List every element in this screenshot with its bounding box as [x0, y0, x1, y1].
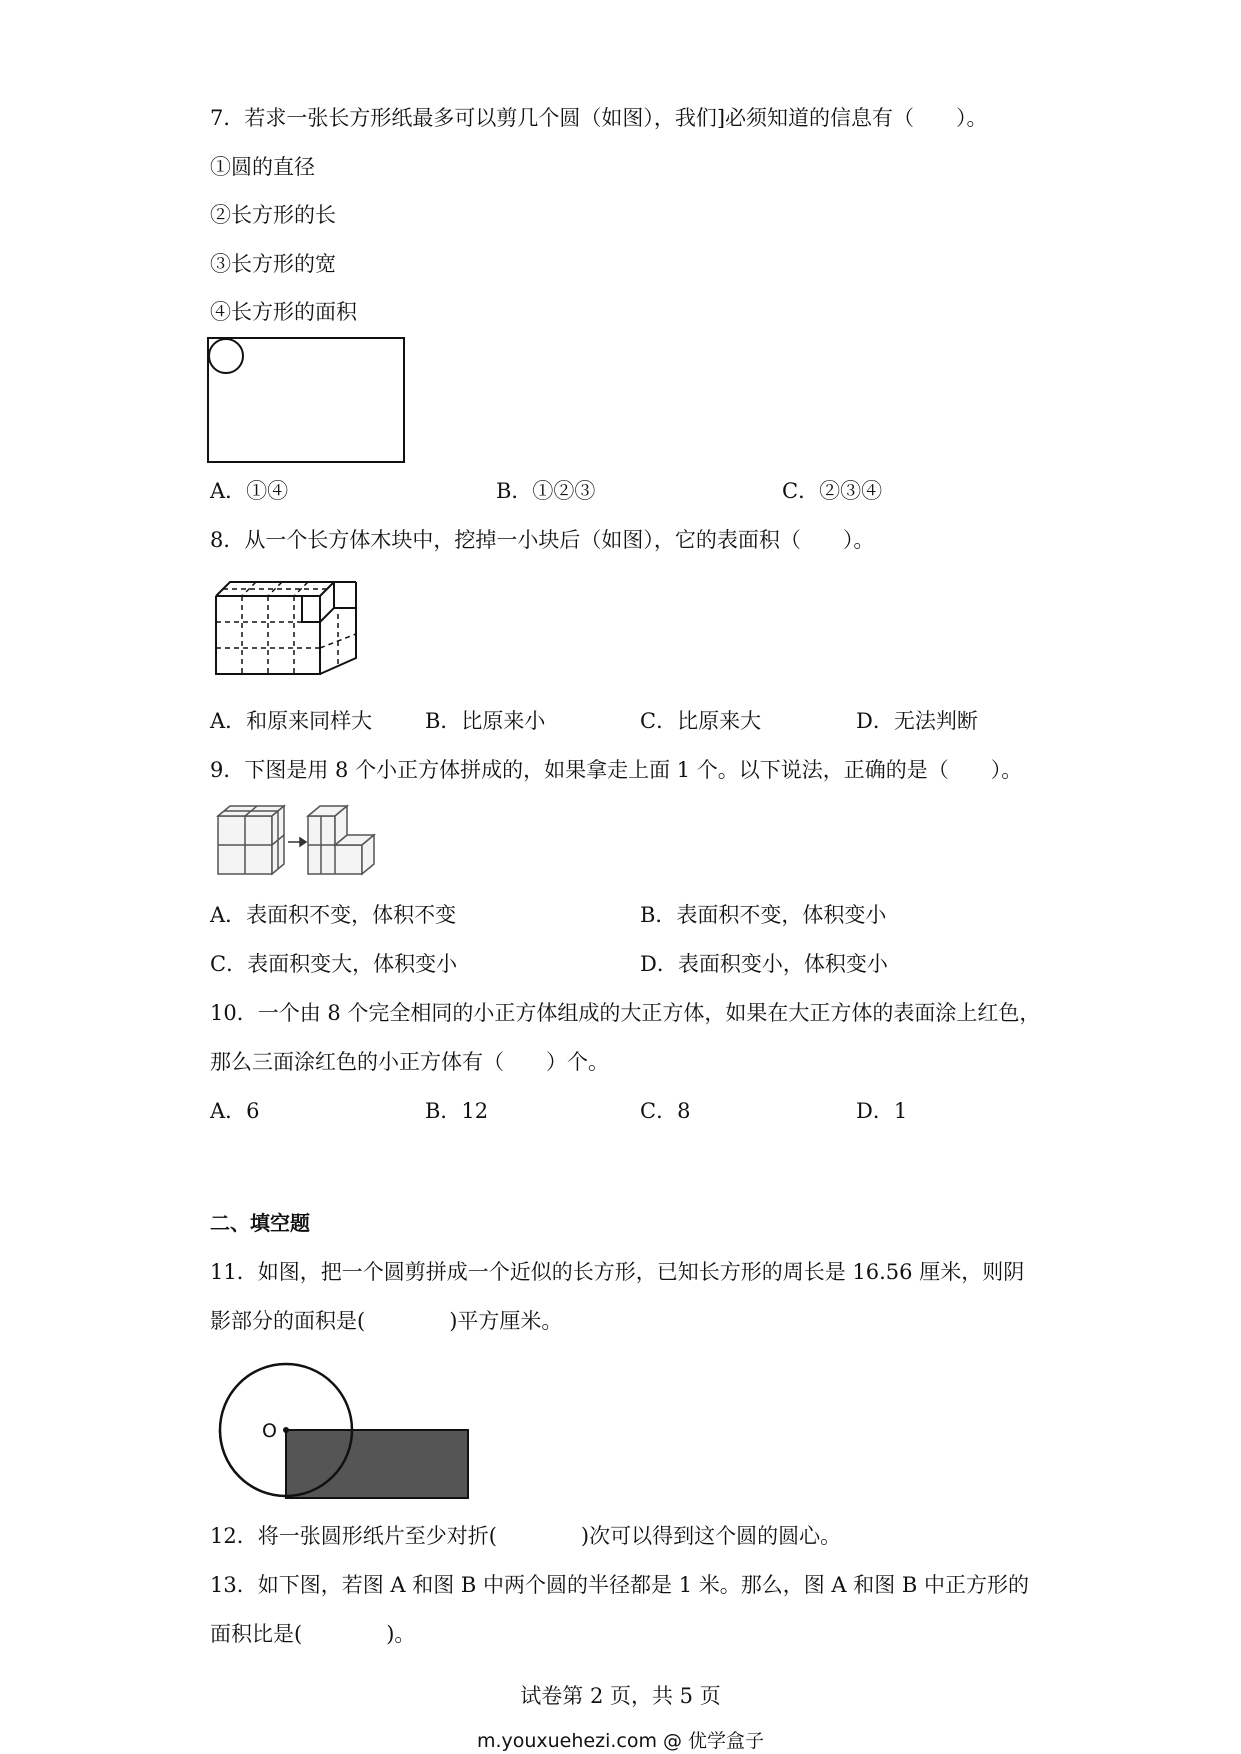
q10-option-b: B．12	[425, 1099, 489, 1123]
q8-option-d: D．无法判断	[856, 709, 978, 733]
q7-item-4: ④长方形的面积	[210, 300, 357, 324]
q8-figure-cuboid	[214, 574, 364, 678]
q11-line1: 11．如图，把一个圆剪拼成一个近似的长方形，已知长方形的周长是 16.56 厘米，则阴	[210, 1260, 1025, 1284]
q11-line2: 影部分的面积是( )平方厘米。	[210, 1309, 563, 1333]
q8-option-c: C．比原来大	[640, 709, 762, 733]
q7-option-c: C．②③④	[782, 479, 883, 503]
q7-item-2: ②长方形的长	[210, 203, 336, 227]
q7-figure-rectangle-circle	[206, 336, 406, 466]
q10-option-d: D．1	[856, 1099, 908, 1123]
q7-item-3: ③长方形的宽	[210, 252, 336, 276]
q7-stem: 7．若求一张长方形纸最多可以剪几个圆（如图），我们]必须知道的信息有（ ）。	[210, 106, 988, 130]
q10-stem-line1: 10．一个由 8 个完全相同的小正方体组成的大正方体，如果在大正方体的表面涂上红色，	[210, 1001, 1041, 1025]
q10-stem-line2: 那么三面涂红色的小正方体有（ ）个。	[210, 1050, 609, 1074]
q8-option-b: B．比原来小	[425, 709, 546, 733]
q12-text: 12．将一张圆形纸片至少对折( )次可以得到这个圆的圆心。	[210, 1524, 842, 1548]
q8-option-a: A．和原来同样大	[210, 709, 373, 733]
q9-option-a: A．表面积不变，体积不变	[210, 903, 457, 927]
q9-option-c: C．表面积变大，体积变小	[210, 952, 458, 976]
watermark: m.youxuehezi.com @ 优学盒子	[476, 1730, 765, 1752]
q9-option-d: D．表面积变小，体积变小	[640, 952, 888, 976]
section-title: 二、填空题	[210, 1211, 310, 1235]
q11-figure-circle-rectangle	[218, 1360, 473, 1502]
q10-option-c: C．8	[640, 1099, 691, 1123]
q9-option-b: B．表面积不变，体积变小	[640, 903, 887, 927]
q9-figure-cubes	[216, 802, 376, 876]
q11-center-label: O	[262, 1420, 277, 1442]
q9-stem: 9．下图是用 8 个小正方体拼成的，如果拿走上面 1 个。以下说法，正确的是（ ）。	[210, 758, 1023, 782]
q10-option-a: A．6	[210, 1099, 260, 1123]
q13-line2: 面积比是( )。	[210, 1622, 416, 1646]
q7-item-1: ①圆的直径	[210, 155, 315, 179]
q7-option-a: A．①④	[210, 479, 289, 503]
q7-option-b: B．①②③	[496, 479, 596, 503]
page-number: 试卷第 2 页，共 5 页	[520, 1684, 721, 1708]
q13-line1: 13．如下图，若图 A 和图 B 中两个圆的半径都是 1 米。那么，图 A 和图 B 中正方形的	[210, 1573, 1030, 1597]
q8-stem: 8．从一个长方体木块中，挖掉一小块后（如图），它的表面积（ ）。	[210, 528, 875, 552]
